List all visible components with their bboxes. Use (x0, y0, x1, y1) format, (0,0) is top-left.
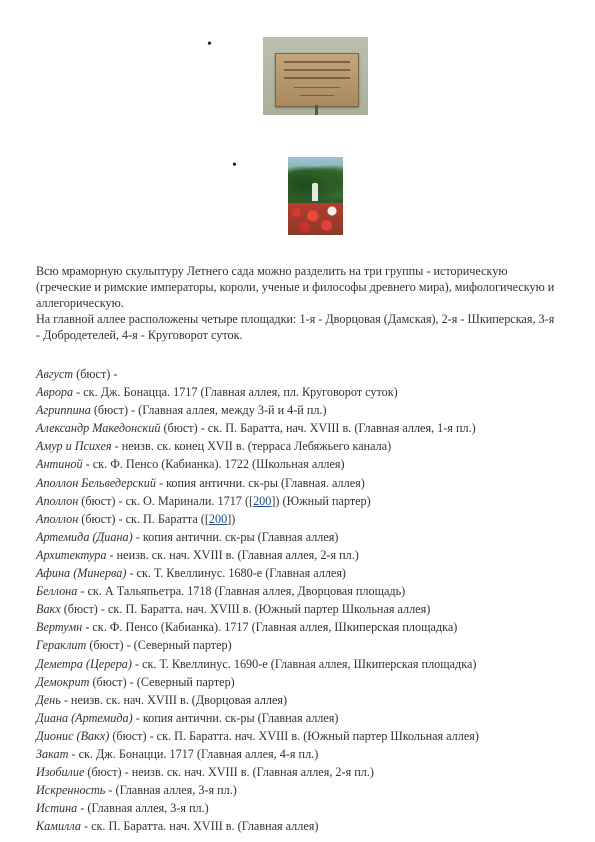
intro-paragraph: На главной аллее расположены четыре площадки: 1-я - Дворцовая (Дамская), 2-я - Шкиперская, 3-я - Добродетелей, 4-я - Круговорот суток. (36, 312, 555, 342)
sculpture-name: Архитектура (36, 547, 107, 562)
sculpture-name: Александр Македонский (36, 421, 161, 436)
sculpture-name: Вертумн (36, 620, 83, 635)
sculpture-name: Вакх (36, 602, 61, 617)
intro-paragraph: Всю мраморную скульптуру Летнего сада можно разделить на три группы - историческую (греческие и римские императоры, короли, ученые и философы древнего мира), мифологическую и аллегорическую. (36, 264, 555, 310)
list-item: Изобилие (бюст) - неизв. ск. нач. XVIII в. (Главная аллея, 2-я пл.) (36, 765, 374, 780)
sculpture-name: Артемида (Диана) (36, 529, 133, 544)
list-item: Вакх (бюст) - ск. П. Баратта. нач. XVIII в. (Южный партер Школьная аллея) (36, 602, 431, 617)
list-item: Афина (Минерва) - ск. Т. Квеллинус. 1680-е (Главная аллея) (36, 566, 346, 581)
sculpture-name: Искренность (36, 783, 106, 798)
sculpture-name: Агриппина (36, 403, 91, 418)
list-item: Агриппина (бюст) - (Главная аллея, между 3-й и 4-й пл.) (36, 403, 327, 418)
plaque (275, 53, 359, 107)
list-item: Амур и Психея - неизв. ск. конец XVII в. (терраса Лебяжьего канала) (36, 439, 392, 454)
list-item: Камилла - ск. П. Баратта. нач. XVIII в. (Главная аллея) (36, 819, 319, 834)
sculpture-name: Деметра (Церера) (36, 656, 132, 671)
list-item: Аполлон Бельведерский - копия антични. ск-ры (Главная. аллея) (36, 475, 365, 490)
sculpture-name: Антиной (36, 457, 83, 472)
list-item: Закат - ск. Дж. Бонацци. 1717 (Главная аллея, 4-я пл.) (36, 746, 319, 761)
list-item: Демокрит (бюст) - (Северный партер) (36, 674, 235, 689)
list-bullet: • (232, 158, 237, 173)
list-item: Истина - (Главная аллея, 3-я пл.) (36, 801, 209, 816)
list-item: День - неизв. ск. нач. XVIII в. (Дворцовая аллея) (36, 692, 288, 707)
list-item: Артемида (Диана) - копия антични. ск-ры (Главная аллея) (36, 529, 339, 544)
list-item: Вертумн - ск. Ф. Пенсо (Кабианка). 1717 (Главная аллея, Шкиперская площадка) (36, 620, 458, 635)
intro-text (36, 263, 556, 343)
sculpture-name: Аполлон (36, 493, 79, 508)
sculpture-name: Беллона (36, 584, 78, 599)
sculpture-name: Аполлон Бельведерский (36, 475, 156, 490)
sculpture-name: Диана (Артемида) (36, 710, 133, 725)
sculpture-name: Дионис (Вакх) (36, 728, 110, 743)
list-item: Александр Македонский (бюст) - ск. П. Баратта, нач. XVIII в. (Главная аллея, 1-я пл.) (36, 421, 476, 436)
sculpture-name: Гераклит (36, 638, 87, 653)
list-bullet: • (207, 37, 212, 52)
sculpture-name: Камилла (36, 819, 81, 834)
plaque-photo (263, 37, 368, 115)
list-item: Гераклит (бюст) - (Северный партер) (36, 638, 232, 653)
reference-link[interactable]: 200 (208, 511, 228, 526)
sculpture-name: День (36, 692, 61, 707)
sculpture-name: Август (36, 367, 74, 381)
list-item: Антиной - ск. Ф. Пенсо (Кабианка). 1722 (Школьная аллея) (36, 457, 345, 472)
garden-photo (288, 157, 343, 235)
list-item: Дионис (Вакх) (бюст) - ск. П. Баратта. нач. XVIII в. (Южный партер Школьная аллея) (36, 728, 479, 743)
sculpture-name: Изобилие (36, 765, 85, 780)
list-item: Беллона - ск. А Тальяпьетра. 1718 (Главная аллея, Дворцовая площадь) (36, 584, 406, 599)
list-item: Аврора - ск. Дж. Бонацца. 1717 (Главная аллея, пл. Круговорот суток) (36, 385, 398, 400)
list-item: Диана (Артемида) - копия антични. ск-ры (Главная аллея) (36, 710, 339, 725)
sculpture-name: Закат (36, 746, 69, 761)
list-item: Август (бюст) - (36, 367, 118, 381)
sculpture-name: Афина (Минерва) (36, 566, 127, 581)
sculpture-name: Аврора (36, 385, 74, 400)
list-item: Деметра (Церера) - ск. Т. Квеллинус. 1690-е (Главная аллея, Шкиперская площадка) (36, 656, 477, 671)
sculpture-list (36, 365, 576, 835)
sculpture-name: Аполлон (36, 511, 79, 526)
sculpture-name: Истина (36, 801, 78, 816)
reference-link[interactable]: 200 (253, 493, 272, 508)
list-item: Архитектура - неизв. ск. нач. XVIII в. (Главная аллея, 2-я пл.) (36, 547, 359, 562)
sculpture-name: Амур и Психея (36, 439, 112, 454)
list-item: Аполлон (бюст) - ск. П. Баратта ([200]) (36, 511, 236, 526)
sculpture-name: Демокрит (36, 674, 90, 689)
list-item: Искренность - (Главная аллея, 3-я пл.) (36, 783, 237, 798)
list-item: Аполлон (бюст) - ск. О. Маринали. 1717 ([200]) (Южный партер) (36, 493, 371, 508)
